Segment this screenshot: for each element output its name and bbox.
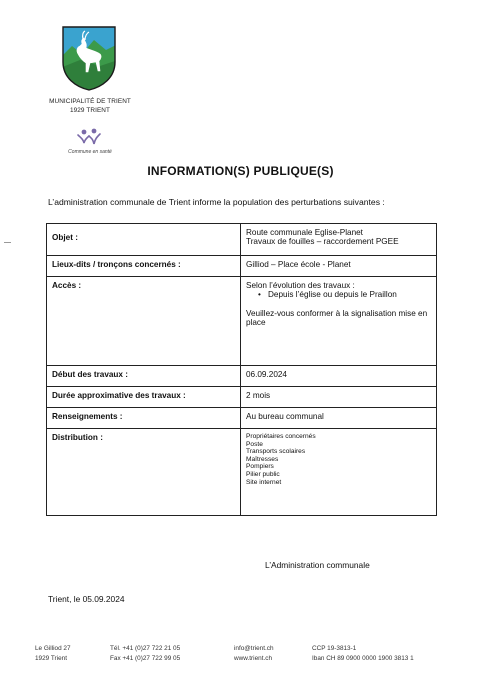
municipality-crest	[60, 24, 118, 92]
acces-value	[241, 277, 437, 366]
table-row-lieux	[47, 256, 437, 277]
acces-line-2: Veuillez-vous conformer à la signalisation mise en place	[246, 309, 428, 327]
renseignements-value: Au bureau communal	[241, 408, 437, 429]
acces-bullet-text: Depuis l’église ou depuis le Praillon	[268, 290, 397, 299]
footer-iban: Iban CH 89 0900 0000 1900 3813 1	[312, 655, 414, 662]
objet-line-2: Travaux de fouilles – raccordement PGEE	[246, 237, 399, 246]
list-item: Pompiers	[246, 463, 274, 471]
duree-value: 2 mois	[241, 387, 437, 408]
acces-bullet-item	[254, 290, 431, 299]
footer-phone	[110, 644, 180, 664]
list-item: Propriétaires concernés	[246, 433, 316, 440]
page-title: INFORMATION(S) PUBLIQUE(S)	[147, 164, 334, 178]
objet-line-1: Route communale Eglise-Planet	[246, 228, 363, 237]
municipality-line-2: 1929 TRIENT	[69, 107, 111, 114]
list-item: Transports scolaires	[246, 448, 306, 456]
debut-label: Début des travaux :	[47, 366, 241, 387]
debut-value: 06.09.2024	[241, 366, 437, 387]
table-row-objet	[47, 224, 437, 256]
renseignements-label: Renseignements :	[47, 408, 241, 429]
municipality-line-1: MUNICIPALITÉ DE TRIENT	[49, 98, 131, 105]
date-line: Trient, le 05.09.2024	[48, 594, 125, 604]
footer-contact	[234, 644, 274, 664]
footer-address-line-2: 1929 Trient	[35, 655, 67, 662]
table-row-renseignements	[47, 408, 437, 429]
margin-mark	[4, 242, 11, 243]
intro-text: L’administration communale de Trient informe la population des perturbations suivantes :	[48, 197, 385, 207]
objet-value	[241, 224, 437, 256]
info-table	[46, 223, 437, 516]
table-row-distribution	[47, 429, 437, 516]
objet-label: Objet :	[47, 224, 241, 256]
footer-address	[35, 644, 71, 664]
table-row-acces	[47, 277, 437, 366]
bullet-icon: •	[258, 290, 261, 299]
footer-fax: Fax +41 (0)27 722 99 05	[110, 655, 181, 662]
footer-ccp: CCP 19-3813-1	[312, 645, 357, 652]
commune-en-sante-label: Commune en santé	[68, 149, 112, 155]
commune-en-sante-logo	[76, 127, 102, 147]
footer-tel: Tél. +41 (0)27 722 21 05	[110, 645, 181, 652]
footer-web: www.trient.ch	[234, 655, 273, 662]
lieux-label: Lieux-dits / tronçons concernés :	[47, 256, 241, 277]
lieux-value: Gilliod – Place école - Planet	[241, 256, 437, 277]
list-item: Pilier public	[246, 470, 280, 478]
municipality-name	[30, 97, 150, 115]
footer-email: info@trient.ch	[234, 645, 274, 652]
footer-address-line-1: Le Gilliod 27	[35, 645, 71, 652]
acces-label: Accès :	[47, 277, 241, 366]
signature: L’Administration communale	[265, 560, 370, 570]
acces-line-1: Selon l’évolution des travaux :	[246, 281, 355, 290]
list-item: Site internet	[246, 478, 282, 486]
list-item: Maîtresses	[246, 455, 279, 463]
footer-bank	[312, 644, 414, 664]
duree-label: Durée approximative des travaux :	[47, 387, 241, 408]
table-row-debut	[47, 366, 437, 387]
list-item: Poste	[246, 440, 263, 448]
distribution-list	[241, 429, 437, 516]
distribution-label: Distribution :	[47, 429, 241, 516]
table-row-duree	[47, 387, 437, 408]
